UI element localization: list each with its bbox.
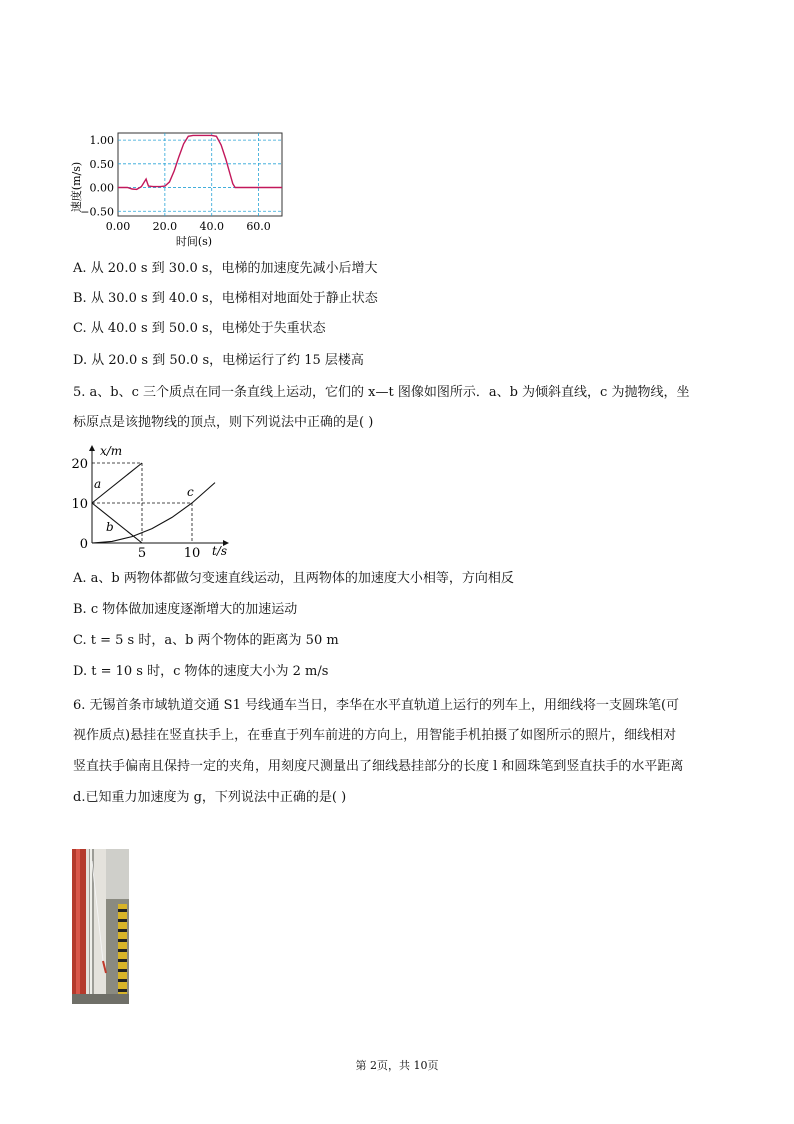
y-tick-label: −0.50 (80, 205, 114, 219)
series-label-c: c (187, 485, 194, 499)
q4-option-d: D. 从 20.0 s 到 50.0 s，电梯运行了约 15 层楼高 (73, 353, 364, 368)
q6-stem-line3: 竖直扶手偏南且保持一定的夹角，用刻度尺测量出了细线悬挂部分的长度 l 和圆珠笔到竖直扶手的水平距离 (73, 759, 684, 774)
q4-option-b: B. 从 30.0 s 到 40.0 s，电梯相对地面处于静止状态 (73, 291, 378, 306)
q4-option-c: C. 从 40.0 s 到 50.0 s，电梯处于失重状态 (73, 321, 326, 336)
q5-stem-line1: 5. a、b、c 三个质点在同一条直线上运动，它们的 x—t 图像如图所示．a、b 为倾斜直线，c 为抛物线，坐 (73, 385, 690, 400)
chart-grid (118, 133, 282, 216)
series-label-a: a (94, 477, 102, 491)
series-label-b: b (106, 520, 114, 534)
y-tick-label: 0.00 (89, 181, 114, 195)
xt-y-axis-label: x/m (100, 444, 123, 458)
series-b-line (92, 503, 142, 543)
velocity-series-line (118, 135, 282, 189)
xt-ticks (71, 457, 200, 560)
chart-ticks (80, 134, 271, 233)
q6-stem-line4: d.已知重力加速度为 g，下列说法中正确的是( ) (73, 790, 347, 805)
page-footer: 第 2页，共 10页 (355, 1059, 439, 1072)
xt-x-axis-label: t/s (212, 544, 228, 558)
xt-x-tick-label: 5 (137, 546, 147, 560)
pen-hanging-photo (72, 849, 129, 1004)
q5-stem-line2: 标原点是该抛物线的顶点，则下列说法中正确的是( ) (73, 415, 374, 430)
q6-stem-line2: 视作质点)悬挂在竖直扶手上，在垂直于列车前进的方向上，用智能手机拍摄了如图所示的照片，细线相对 (73, 728, 677, 743)
x-tick-label: 0.00 (105, 220, 131, 233)
q5-option-b: B. c 物体做加速度逐渐增大的加速运动 (73, 602, 298, 617)
y-tick-label: 0.50 (89, 157, 114, 171)
q5-option-a: A. a、b 两物体都做匀变速直线运动，且两物体的加速度大小相等，方向相反 (73, 571, 514, 586)
x-tick-label: 20.0 (152, 220, 178, 233)
q4-option-a: A. 从 20.0 s 到 30.0 s，电梯的加速度先减小后增大 (73, 261, 378, 276)
q5-option-d: D. t = 10 s 时，c 物体的速度大小为 2 m/s (73, 664, 329, 679)
chart-x-axis-label: 时间(s) (175, 235, 213, 248)
chart-y-axis-label: 速度(m/s) (70, 161, 83, 213)
y-tick-label: 1.00 (89, 134, 114, 148)
x-tick-label: 40.0 (199, 220, 224, 233)
xt-y-tick-label: 0 (79, 537, 88, 552)
xt-x-tick-label: 10 (183, 546, 201, 560)
q5-option-c: C. t = 5 s 时，a、b 两个物体的距离为 50 m (73, 633, 339, 648)
chart-frame (118, 133, 282, 216)
xt-chart (70, 440, 240, 560)
xt-y-tick-label: 10 (71, 497, 88, 512)
x-tick-label: 60.0 (246, 220, 271, 233)
q6-stem-line1: 6. 无锡首条市域轨道交通 S1 号线通车当日，李华在水平直轨道上运行的列车上，用细线将一支圆珠笔(可 (73, 698, 680, 713)
xt-y-tick-label: 20 (71, 457, 88, 472)
velocity-time-chart (70, 125, 290, 250)
